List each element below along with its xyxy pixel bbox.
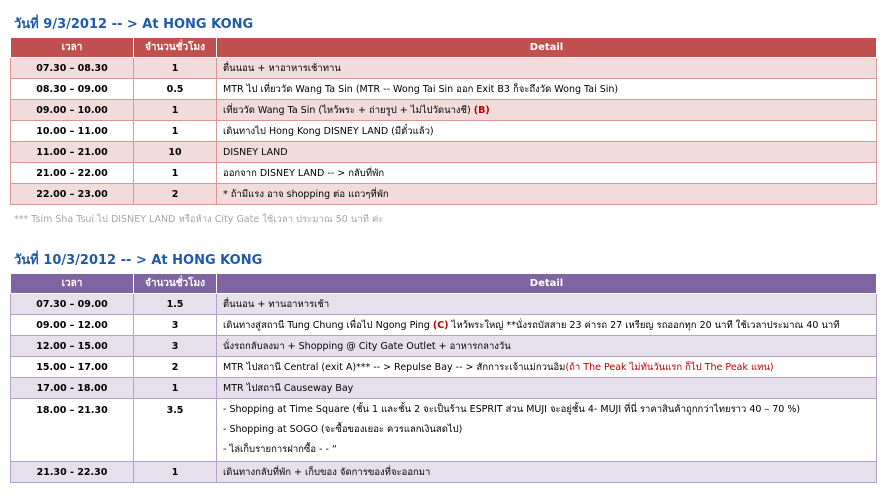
hours-cell: 1	[134, 100, 217, 121]
hours-cell: 1	[134, 121, 217, 142]
detail-text: ไหว้พระใหญ่ **นั่งรถบัสสาย 23 ค่ารถ 27 เหรียญ รถออกทุก 20 นาที ใช้เวลาประมาณ 40 นาที	[451, 319, 840, 331]
hours-cell: 1.5	[134, 294, 217, 315]
hours-cell: 1	[134, 378, 217, 399]
table-row	[11, 336, 877, 357]
detail-cell: ออกจาก DISNEY LAND -- > กลับที่พัก	[217, 163, 877, 184]
table-row	[11, 378, 877, 399]
table-row	[11, 357, 877, 378]
time-cell: 21.00 – 22.00	[11, 163, 134, 184]
detail-cell: เดินทางกลับที่พัก + เก็บของ จัดการของที่จะออกมา	[217, 462, 877, 483]
table-row	[11, 315, 877, 336]
table-row	[11, 399, 877, 462]
detail-text: เดินทางสู่สถานี Tung Chung เพื่อไป Ngong Ping	[223, 319, 430, 331]
header-hours: จำนวนชั่วโมง	[134, 38, 217, 58]
day1-note: *** Tsim Sha Tsui ไป DISNEY LAND หรือห้าง City Gate ใช้เวลา ประมาณ 50 นาที ค่ะ	[14, 214, 384, 225]
header-detail: Detail	[217, 274, 877, 294]
table-row	[11, 294, 877, 315]
detail-cell: * ถ้ามีแรง อาจ shopping ต่อ แถวๆที่พัก	[217, 184, 877, 205]
day2-schedule-table	[10, 273, 877, 483]
day1-schedule-table	[10, 37, 877, 205]
time-cell: 12.00 – 15.00	[11, 336, 134, 357]
table-row	[11, 163, 877, 184]
detail-line: - Shopping at SOGO (จะซื้อของเยอะ ควรแลกเงินสดไป)	[223, 424, 463, 435]
time-cell: 22.00 – 23.00	[11, 184, 134, 205]
time-cell: 21.30 - 22.30	[11, 462, 134, 483]
hours-cell: 3.5	[134, 399, 217, 462]
time-cell: 18.00 – 21.30	[11, 399, 134, 462]
detail-highlight: (B)	[473, 104, 490, 116]
time-cell: 11.00 – 21.00	[11, 142, 134, 163]
detail-cell: MTR ไป เที่ยววัด Wang Ta Sin (MTR -- Wong Tai Sin ออก Exit B3 ก็จะถึงวัด Wong Tai Sin)	[217, 79, 877, 100]
detail-cell	[217, 399, 877, 462]
detail-cell	[217, 100, 877, 121]
header-time: เวลา	[11, 38, 134, 58]
detail-cell: MTR ไปสถานี Causeway Bay	[217, 378, 877, 399]
table-row	[11, 79, 877, 100]
header-detail: Detail	[217, 38, 877, 58]
detail-cell: นั่งรถกลับลงมา + Shopping @ City Gate Outlet + อาหารกลางวัน	[217, 336, 877, 357]
detail-cell	[217, 357, 877, 378]
hours-cell: 3	[134, 336, 217, 357]
hours-cell: 1	[134, 163, 217, 184]
detail-cell	[217, 315, 877, 336]
table-row	[11, 142, 877, 163]
time-cell: 15.00 – 17.00	[11, 357, 134, 378]
time-cell: 09.00 – 10.00	[11, 100, 134, 121]
detail-text: เที่ยววัด Wang Ta Sin (ไหว้พระ + ถ่ายรูป + ไม่ไปวัดนางชี)	[223, 104, 471, 116]
table-row	[11, 184, 877, 205]
hours-cell: 1	[134, 462, 217, 483]
time-cell: 08.30 – 09.00	[11, 79, 134, 100]
hours-cell: 2	[134, 184, 217, 205]
time-cell: 07.30 – 08.30	[11, 58, 134, 79]
hours-cell: 3	[134, 315, 217, 336]
detail-line: - ไล่เก็บรายการฝากซื้อ - - “	[223, 444, 337, 455]
hours-cell: 1	[134, 58, 217, 79]
hours-cell: 0.5	[134, 79, 217, 100]
day2-title: วันที่ 10/3/2012 -- > At HONG KONG	[14, 253, 263, 268]
detail-highlight: (C)	[432, 319, 449, 331]
header-time: เวลา	[11, 274, 134, 294]
time-cell: 10.00 – 11.00	[11, 121, 134, 142]
detail-highlight: (ถ้า The Peak ไม่ทันวันแรก ก็ไป The Peak แทน)	[565, 361, 774, 373]
detail-cell: DISNEY LAND	[217, 142, 877, 163]
day1-title: วันที่ 9/3/2012 -- > At HONG KONG	[14, 17, 254, 32]
time-cell: 07.30 – 09.00	[11, 294, 134, 315]
time-cell: 17.00 - 18.00	[11, 378, 134, 399]
time-cell: 09.00 – 12.00	[11, 315, 134, 336]
table-row	[11, 462, 877, 483]
hours-cell: 2	[134, 357, 217, 378]
table-row	[11, 100, 877, 121]
detail-text: MTR ไปสถานี Central (exit A)*** -- > Repulse Bay -- > สักการะเจ้าแม่กวนอิม	[223, 361, 566, 373]
detail-line: - Shopping at Time Square (ชั้น 1 และชั้น 2 จะเป็นร้าน ESPRIT ส่วน MUJI จะอยู่ชั้น 4- MUJI ที่นี่ ราคาสินค้าถูกกว่าไทยราว 40 – 70 %)	[223, 404, 801, 415]
detail-cell: ตื่นนอน + หาอาหารเช้าทาน	[217, 58, 877, 79]
table-header-row	[11, 274, 877, 294]
table-row	[11, 58, 877, 79]
detail-cell: ตื่นนอน + ทานอาหารเช้า	[217, 294, 877, 315]
hours-cell: 10	[134, 142, 217, 163]
header-hours: จำนวนชั่วโมง	[134, 274, 217, 294]
detail-cell: เดินทางไป Hong Kong DISNEY LAND (มีตั๋วแล้ว)	[217, 121, 877, 142]
table-row	[11, 121, 877, 142]
table-header-row	[11, 38, 877, 58]
